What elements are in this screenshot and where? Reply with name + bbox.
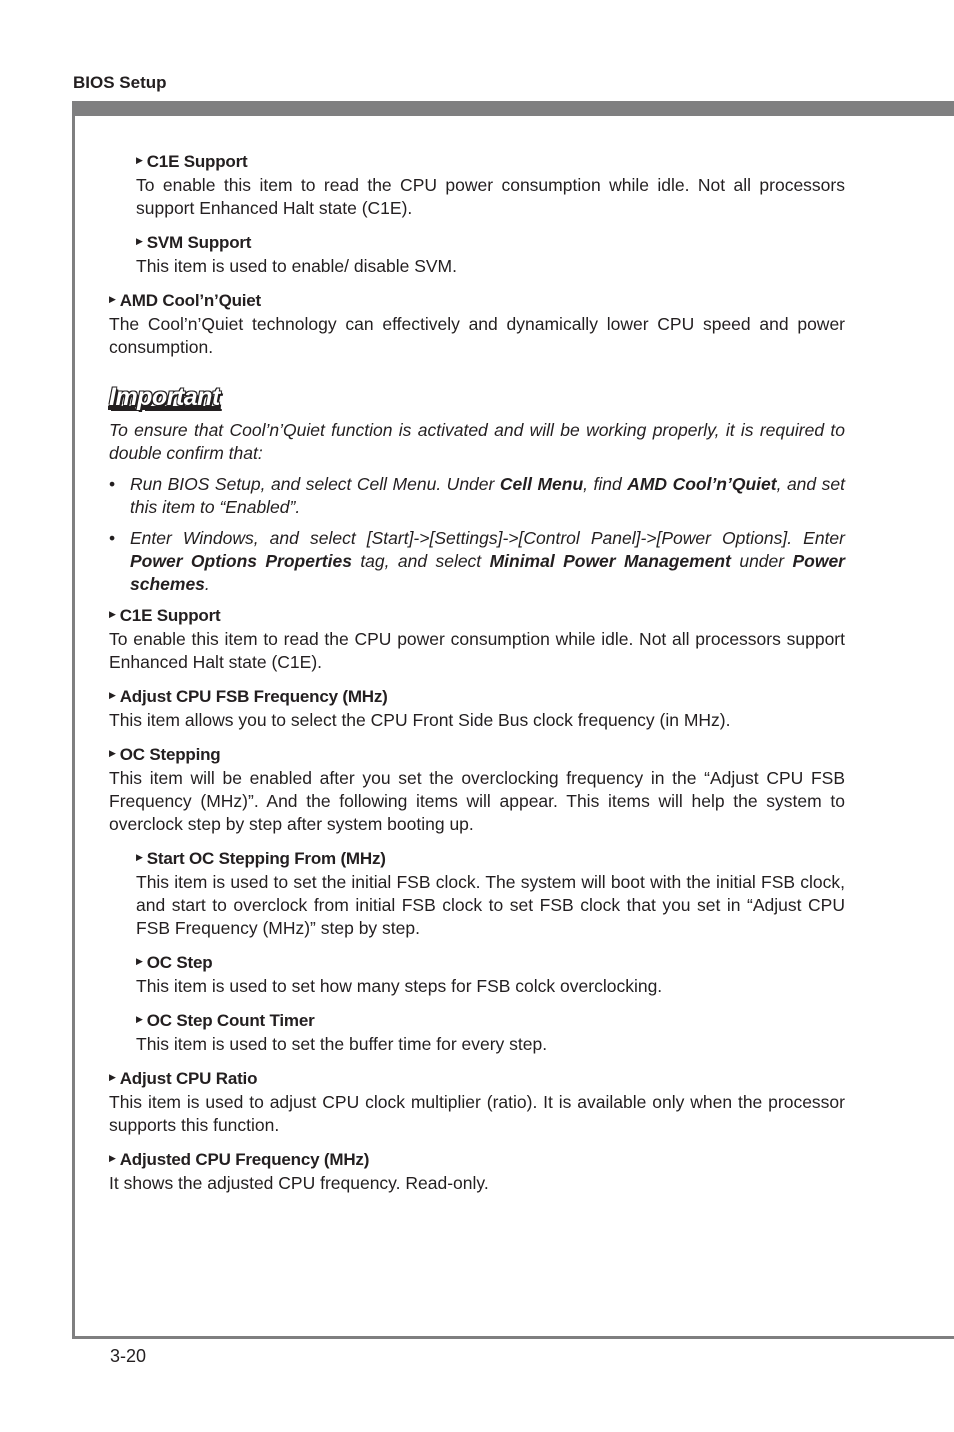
triangle-bullet-icon: ▶ (136, 956, 143, 966)
section-amd-cool-n-quiet (109, 289, 845, 359)
section-start-oc-stepping-from (136, 847, 845, 940)
section-body: This item is used to set the buffer time for every step. (136, 1034, 548, 1054)
section-title (136, 231, 845, 255)
section-oc-step (136, 951, 845, 998)
section-body: To enable this item to read the CPU power consumption while idle. Not all processors support Enhanced Halt state (C1E). (109, 629, 845, 672)
section-body: This item will be enabled after you set the overclocking frequency in the “Adjust CPU FSB Frequency (MHz)”. And the following items will appear. This items will help the system to overclock step by step after system booting up. (109, 768, 845, 834)
section-body: It shows the adjusted CPU frequency. Read-only. (109, 1173, 489, 1193)
section-svm-support (136, 231, 845, 278)
section-body: This item is used to adjust CPU clock multiplier (ratio). It is available only when the processor supports this function. (109, 1092, 845, 1135)
bullet-emphasis: Power Options Properties (130, 551, 352, 571)
section-title-text: SVM Support (146, 233, 252, 252)
section-title-text: Start OC Stepping From (MHz) (146, 849, 386, 868)
section-title (109, 685, 845, 709)
section-title (136, 847, 845, 871)
triangle-bullet-icon: ▶ (109, 690, 116, 700)
page-header-title: BIOS Setup (73, 73, 167, 92)
header-bar (73, 101, 954, 116)
bullet-text-part: under (730, 551, 793, 571)
bullet-text (130, 527, 845, 596)
section-title-text: Adjust CPU Ratio (119, 1069, 258, 1088)
important-note (109, 381, 845, 596)
section-title (136, 1009, 845, 1033)
section-title-text: OC Stepping (119, 745, 221, 764)
section-oc-stepping (109, 743, 845, 836)
section-body: This item is used to set how many steps for FSB colck overclocking. (136, 976, 663, 996)
section-title-text: OC Step Count Timer (146, 1011, 315, 1030)
section-title (109, 743, 845, 767)
triangle-bullet-icon: ▶ (136, 155, 143, 165)
section-body: The Cool’n’Quiet technology can effectively and dynamically lower CPU speed and power consumption. (109, 314, 845, 357)
triangle-bullet-icon: ▶ (109, 1153, 116, 1163)
important-heading: Important (109, 383, 220, 411)
bullet-emphasis: Cell Menu (499, 474, 584, 494)
section-title (109, 1067, 845, 1091)
page-content (109, 150, 845, 1206)
section-adjusted-cpu-frequency (109, 1148, 845, 1195)
section-body: This item is used to set the initial FSB clock. The system will boot with the initial FSB clock, and start to overclock from initial FSB clock to set FSB clock that you set in “Adjust CPU FSB Frequency (MHz)” step by step. (136, 872, 845, 938)
section-title (136, 951, 845, 975)
section-body: To enable this item to read the CPU power consumption while idle. Not all processors support Enhanced Halt state (C1E). (136, 175, 845, 218)
bullet-text-part: , and set this item to “Enabled”. (130, 474, 845, 517)
triangle-bullet-icon: ▶ (136, 236, 143, 246)
important-intro: To ensure that Cool’n’Quiet function is activated and will be working properly, it is required to double confirm that: (109, 420, 845, 463)
bullet-text-part: Run BIOS Setup, and select Cell Menu. Under (130, 474, 500, 494)
bullet-text-part: . (204, 574, 210, 594)
section-body: This item is used to enable/ disable SVM. (136, 256, 457, 276)
section-title (136, 150, 845, 174)
section-adjust-cpu-fsb-frequency (109, 685, 845, 732)
important-bullet-item (109, 473, 845, 519)
bullet-text-part: tag, and select (351, 551, 490, 571)
section-oc-step-count-timer (136, 1009, 845, 1056)
triangle-bullet-icon: ▶ (109, 748, 116, 758)
section-c1e-support (136, 150, 845, 220)
page-number: 3-20 (110, 1346, 147, 1366)
section-title (109, 1148, 845, 1172)
section-title-text: AMD Cool’n’Quiet (119, 291, 262, 310)
bullet-emphasis: Power schemes (130, 551, 845, 594)
section-title-text: C1E Support (119, 606, 221, 625)
section-title-text: C1E Support (146, 152, 248, 171)
bullet-text-part: , find (583, 474, 628, 494)
section-c1e-support-2 (109, 604, 845, 674)
triangle-bullet-icon: ▶ (136, 1014, 143, 1024)
triangle-bullet-icon: ▶ (109, 1072, 116, 1082)
section-title (109, 604, 845, 628)
triangle-bullet-icon: ▶ (109, 609, 116, 619)
section-adjust-cpu-ratio (109, 1067, 845, 1137)
bottom-border-rule (72, 1336, 954, 1339)
section-title-text: Adjusted CPU Frequency (MHz) (119, 1150, 370, 1169)
section-body: This item allows you to select the CPU Front Side Bus clock frequency (in MHz). (109, 710, 731, 730)
bullet-text (130, 473, 845, 519)
bullet-dot-icon: • (109, 528, 116, 548)
bullet-dot-icon: • (109, 474, 116, 494)
triangle-bullet-icon: ▶ (109, 294, 116, 304)
left-border-rule (72, 101, 75, 1339)
triangle-bullet-icon: ▶ (136, 852, 143, 862)
section-title-text: OC Step (146, 953, 213, 972)
bullet-text-part: Enter Windows, and select [Start]->[Settings]->[Control Panel]->[Power Options]. Enter (130, 528, 845, 548)
bullet-emphasis: Minimal Power Management (489, 551, 731, 571)
section-title (109, 289, 845, 313)
section-title-text: Adjust CPU FSB Frequency (MHz) (119, 687, 388, 706)
bullet-emphasis: AMD Cool’n’Quiet (627, 474, 777, 494)
important-bullet-item (109, 527, 845, 596)
